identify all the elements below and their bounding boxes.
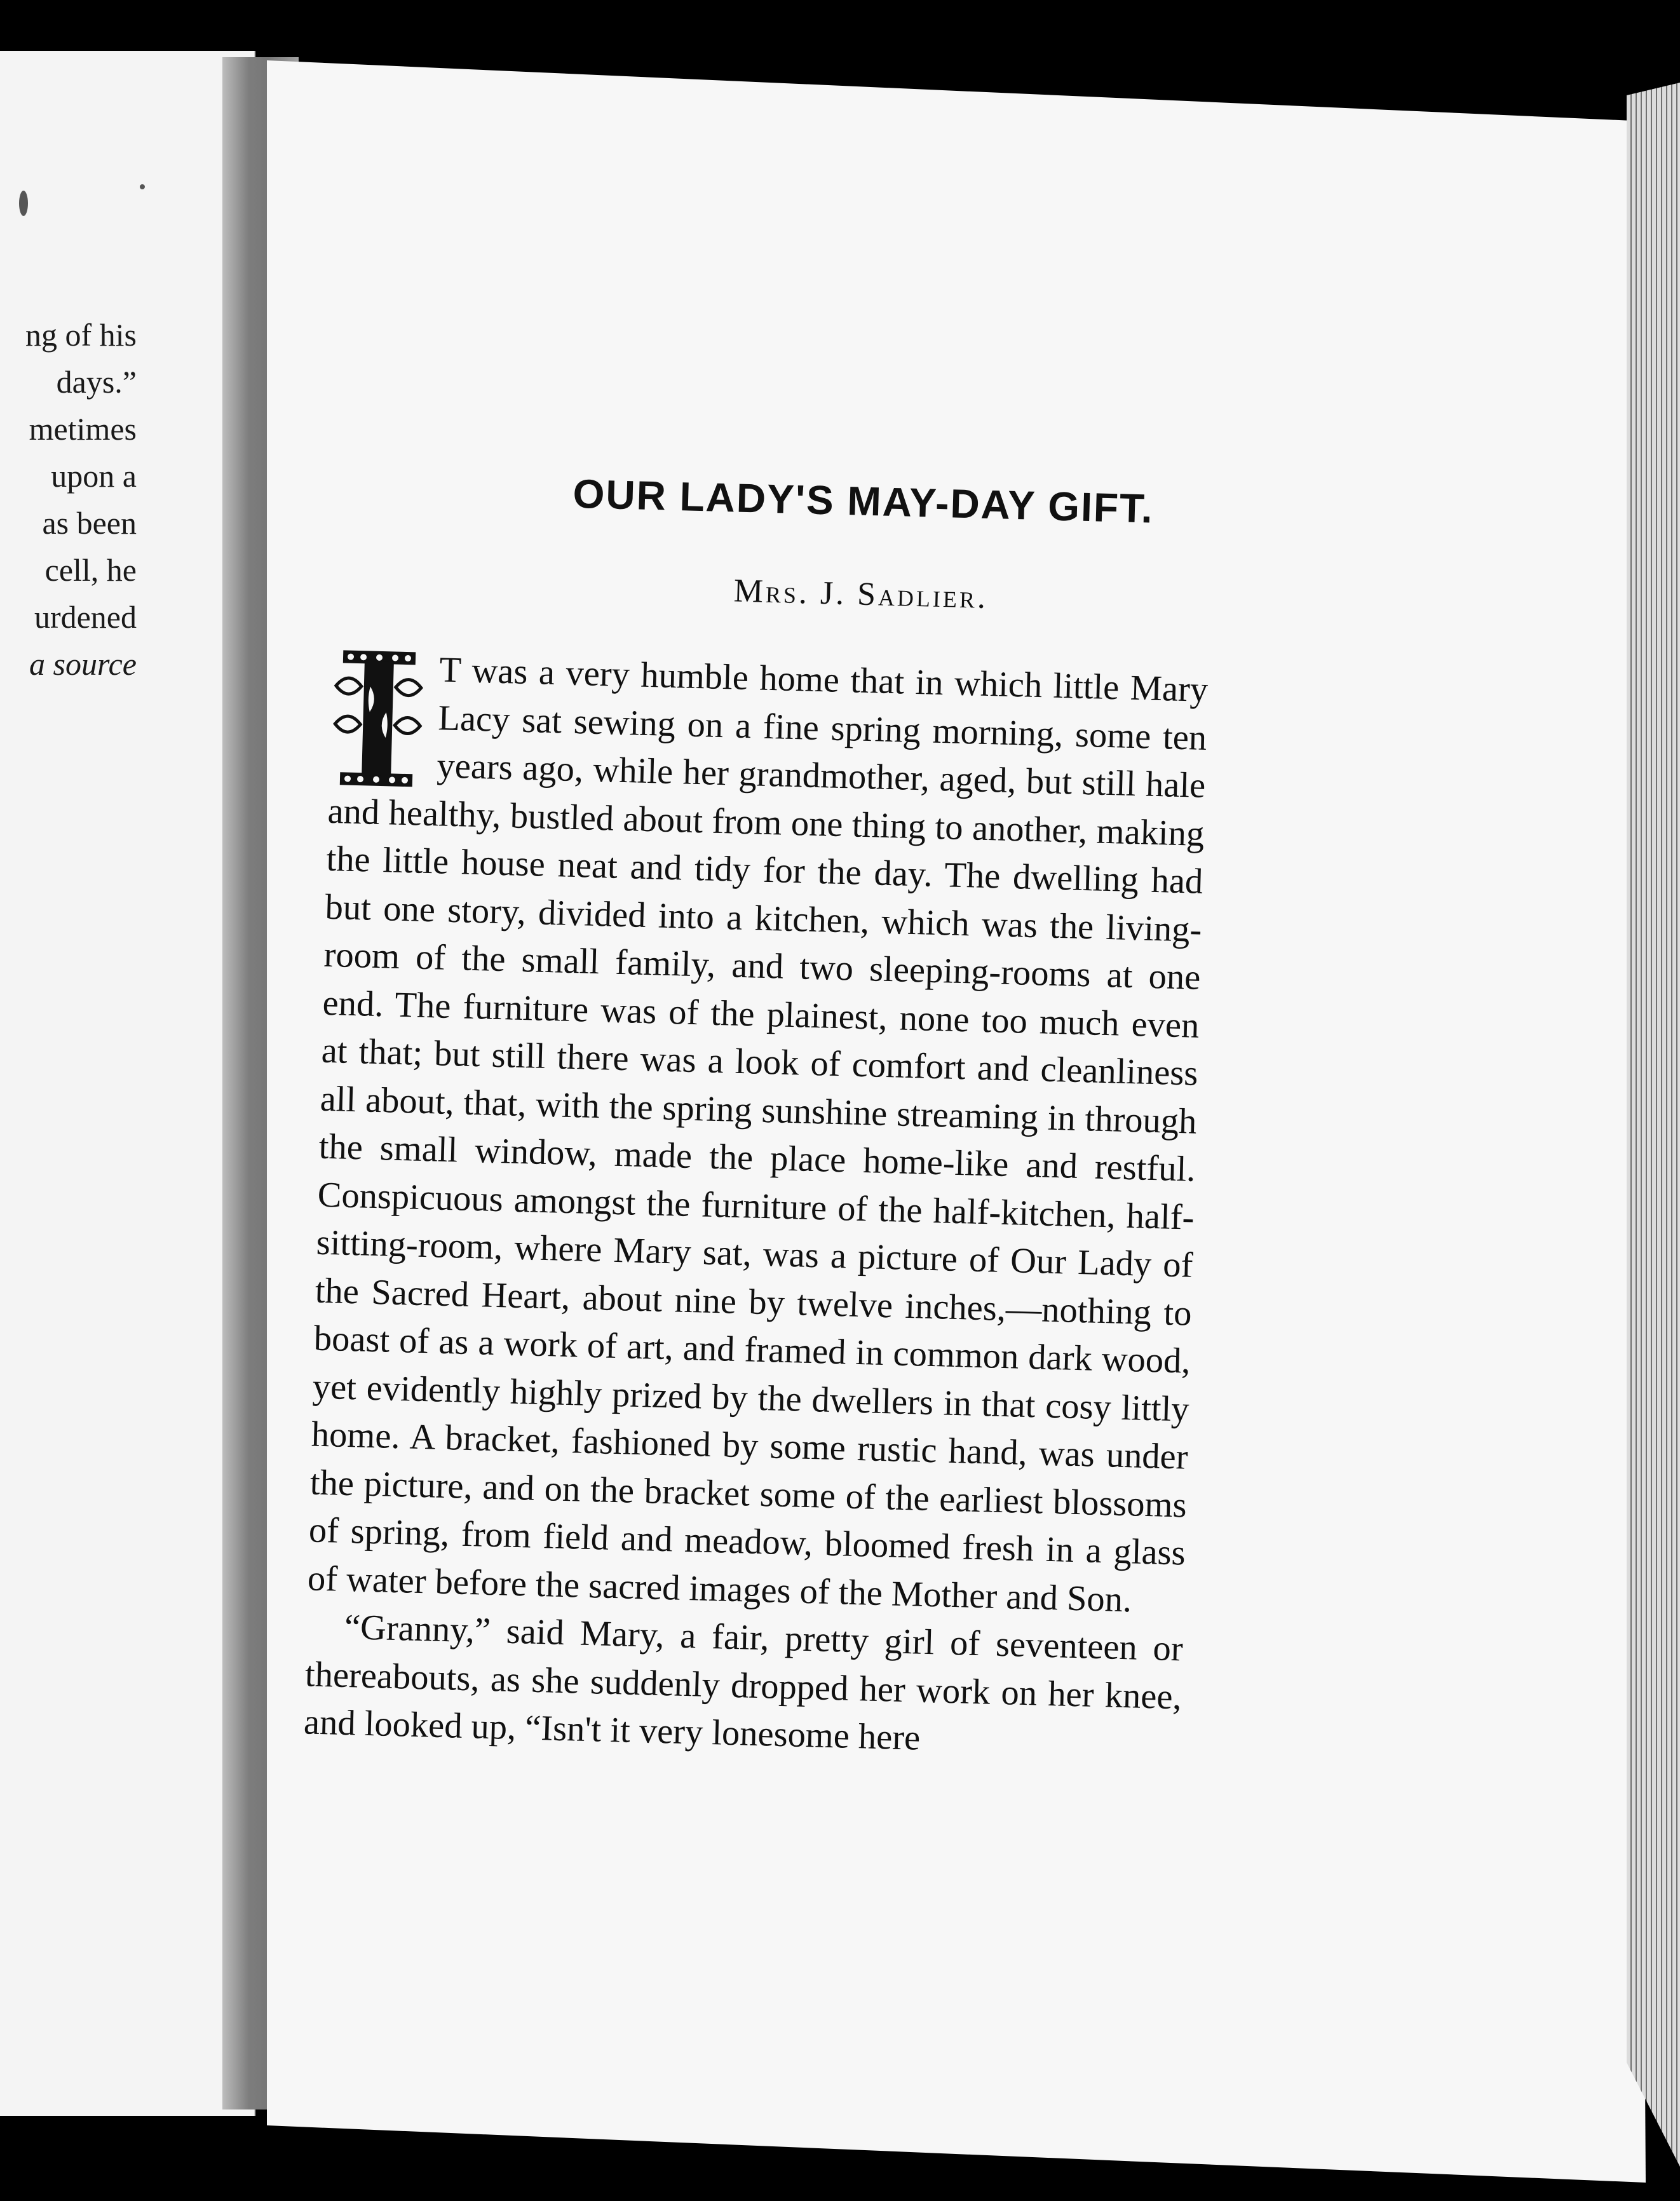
left-page-line: a source xyxy=(29,646,137,682)
paragraph: “Granny,” said Mary, a fair, pretty girl of seventeen or thereabouts, as she suddenly dropped her work on her knee, and looked up, “Isn't it very lonesome here xyxy=(303,1607,1184,1758)
left-page-line: cell, he xyxy=(44,552,137,588)
article xyxy=(303,464,1296,1771)
left-page-line: metimes xyxy=(29,411,137,447)
left-page-line: urdened xyxy=(34,599,137,635)
left-page-line: days.” xyxy=(56,364,137,400)
ink-speck xyxy=(19,191,28,216)
left-page-line: upon a xyxy=(51,458,137,494)
left-page-line: ng of his xyxy=(25,317,137,353)
paragraph: T was a very humble home that in which little Mary Lacy sat sewing on a fine spring morning, some ten years ago, while her grandmother, aged, but still hale and healthy, bustled about from one thing to another, making the little house neat and tidy for the day. The dwelling had but one story, divided into a kitchen, which was the living-room of the small family, and two sleeping-rooms at one end. The furniture was of the plainest, none too much even at that; but still there was a look of comfort and cleanliness all about, that, with the spring sunshine streaming in through the small window, made the place home-like and restful. Conspicuous amongst the furniture of the half-kitchen, half-sitting-room, where Mary sat, was a picture of Our Lady of the Sacred Heart, about nine by twelve inches,—nothing to boast of as a work of art, and framed in common dark wood, yet evidently highly prized by the dwellers in that cosy littly home. A bracket, fashioned by some rustic hand, was under the picture, and on the bracket some of the earliest blossoms of spring, from field and meadow, bloomed fresh in a glass of water before the sacred images of the Mother and Son. xyxy=(307,650,1209,1620)
article-title: OUR LADY'S MAY-DAY GIFT. xyxy=(572,470,1155,532)
left-page-line: as been xyxy=(42,505,137,541)
article-body xyxy=(303,644,1209,1770)
article-author: Mrs. J. Sadlier. xyxy=(733,572,989,616)
ink-speck xyxy=(140,184,145,189)
ornamental-drop-cap xyxy=(329,647,428,790)
page-edges xyxy=(1627,83,1680,2167)
left-page-text xyxy=(0,311,137,687)
